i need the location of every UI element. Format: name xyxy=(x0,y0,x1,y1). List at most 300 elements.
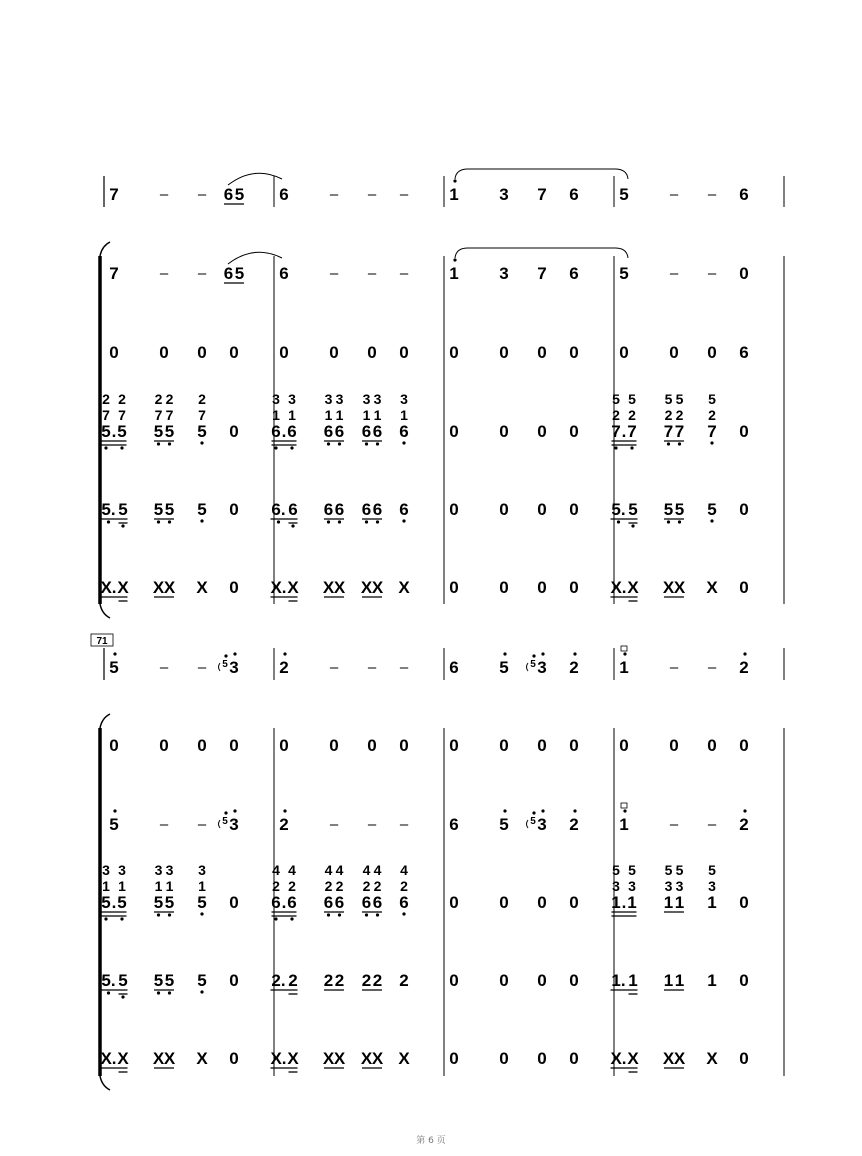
jianpu-note: X xyxy=(371,578,384,597)
octave-dot xyxy=(338,442,341,445)
jianpu-note: 6 xyxy=(279,264,289,283)
jianpu-note: 5 xyxy=(118,971,128,990)
chord-tone: 2 xyxy=(198,391,206,407)
octave-dot xyxy=(277,520,280,523)
jianpu-note: X xyxy=(371,1049,384,1068)
octave-dot xyxy=(327,520,330,523)
jianpu-note: X xyxy=(398,578,410,597)
jianpu-note: 0 xyxy=(739,893,749,912)
jianpu-note: 3 xyxy=(499,185,509,204)
jianpu-note: 1 xyxy=(611,893,621,912)
jianpu-note: 0 xyxy=(449,500,459,519)
jianpu-note: 0 xyxy=(197,343,207,362)
jianpu-note: 6 xyxy=(449,658,459,677)
octave-dot xyxy=(573,652,576,655)
dash-sustain: – xyxy=(329,659,339,676)
dash-sustain: – xyxy=(159,265,169,282)
chord-tone: 3 xyxy=(165,862,174,878)
grace-note: 5 xyxy=(222,659,228,670)
jianpu-note: 5 xyxy=(117,422,127,441)
jianpu-note: X xyxy=(163,1049,176,1068)
chord-tone: 3 xyxy=(612,878,620,894)
chord-tone: 2 xyxy=(102,391,110,407)
chord-tone: 4 xyxy=(400,862,408,878)
jianpu-note: 5 xyxy=(109,658,119,677)
jianpu-note: X xyxy=(360,578,373,597)
jianpu-note: 0 xyxy=(367,736,377,755)
jianpu-note: 1 xyxy=(674,893,685,912)
grace-note: 5 xyxy=(222,816,228,827)
jianpu-note: 0 xyxy=(499,971,509,990)
jianpu-note: 7 xyxy=(674,422,685,441)
octave-dot xyxy=(678,520,681,523)
jianpu-note: 0 xyxy=(449,893,459,912)
jianpu-note: 7 xyxy=(537,264,547,283)
jianpu-note: 5 xyxy=(234,264,245,283)
jianpu-note: 0 xyxy=(669,343,679,362)
jianpu-note: 5 xyxy=(153,500,164,519)
jianpu-note: 0 xyxy=(537,736,547,755)
chord-tone: 1 xyxy=(324,407,333,423)
chord-tone: 2 xyxy=(165,391,174,407)
dash-sustain: – xyxy=(669,186,679,203)
jianpu-note: 6 xyxy=(223,185,234,204)
jianpu-note: 6 xyxy=(361,893,372,912)
dash-sustain: – xyxy=(197,265,207,282)
octave-dot xyxy=(573,809,576,812)
jianpu-note: 0 xyxy=(229,893,239,912)
jianpu-note: 0 xyxy=(197,736,207,755)
jianpu-note: 0 xyxy=(229,343,239,362)
jianpu-note: 5. xyxy=(101,971,116,990)
octave-dot xyxy=(327,913,330,916)
jianpu-note: 5 xyxy=(707,500,717,519)
jianpu-note: 0 xyxy=(229,1049,239,1068)
jianpu-note: X. xyxy=(100,578,117,597)
jianpu-note: X xyxy=(706,578,718,597)
jianpu-note: 2 xyxy=(372,971,383,990)
jianpu-note: X xyxy=(673,578,686,597)
chord-tone: 3 xyxy=(335,391,344,407)
jianpu-note: 0 xyxy=(707,343,717,362)
jianpu-note: 6 xyxy=(323,893,334,912)
chord-tone: 4 xyxy=(362,862,371,878)
chord-tone: 5 xyxy=(664,862,673,878)
grace-slur xyxy=(219,820,221,828)
jianpu-note: 0 xyxy=(739,264,749,283)
jianpu-note: 0 xyxy=(159,736,169,755)
jianpu-note: 2 xyxy=(323,971,334,990)
jianpu-note: 0 xyxy=(329,736,339,755)
jianpu-note: X xyxy=(333,578,346,597)
jianpu-note: 5. xyxy=(101,500,116,519)
jianpu-note: 0 xyxy=(449,1049,459,1068)
chord-tone: 2 xyxy=(154,391,163,407)
chord-tone: 3 xyxy=(102,862,110,878)
jianpu-note: 0 xyxy=(537,422,547,441)
octave-dot xyxy=(365,442,368,445)
chord-tone: 3 xyxy=(198,862,206,878)
jianpu-note: 6 xyxy=(287,422,297,441)
jianpu-note: 0 xyxy=(569,343,579,362)
jianpu-note: 0 xyxy=(499,422,509,441)
octave-dot xyxy=(290,446,293,449)
jianpu-note: X xyxy=(322,578,335,597)
octave-dot xyxy=(402,441,405,444)
octave-dot xyxy=(107,991,110,994)
octave-dot xyxy=(541,809,544,812)
jianpu-note: 5 xyxy=(109,815,119,834)
jianpu-note: 5 xyxy=(619,264,629,283)
octave-dot xyxy=(120,917,123,920)
dash-sustain: – xyxy=(707,816,717,833)
jianpu-note: 5 xyxy=(153,893,164,912)
jianpu-note: 3 xyxy=(537,815,547,834)
octave-dot xyxy=(365,913,368,916)
chord-tone: 3 xyxy=(675,878,684,894)
jianpu-note: 0 xyxy=(499,1049,509,1068)
jianpu-note: 5 xyxy=(153,422,164,441)
chord-tone: 3 xyxy=(272,391,280,407)
octave-dot xyxy=(338,913,341,916)
dash-sustain: – xyxy=(399,186,409,203)
jianpu-note: 3 xyxy=(229,658,239,677)
jianpu-note: 5 xyxy=(663,500,674,519)
jianpu-note: 7 xyxy=(537,185,547,204)
jianpu-note: 0 xyxy=(569,893,579,912)
jianpu-note: 3 xyxy=(229,815,239,834)
chord-tone: 1 xyxy=(102,878,110,894)
jianpu-note: 0 xyxy=(229,500,239,519)
jianpu-note: X xyxy=(360,1049,373,1068)
octave-dot xyxy=(743,809,746,812)
jianpu-note: 0 xyxy=(229,971,239,990)
jianpu-note: 5 xyxy=(619,185,629,204)
jianpu-note: 0 xyxy=(399,736,409,755)
dash-sustain: – xyxy=(197,659,207,676)
octave-dot xyxy=(630,446,633,449)
octave-dot xyxy=(402,912,405,915)
octave-dot xyxy=(283,652,286,655)
jianpu-note: 0 xyxy=(739,422,749,441)
jianpu-note: X xyxy=(706,1049,718,1068)
jianpu-note: 5 xyxy=(153,971,164,990)
jianpu-note: 6 xyxy=(739,343,749,362)
octave-dot xyxy=(200,912,203,915)
jianpu-note: 7 xyxy=(627,422,637,441)
chord-tone: 4 xyxy=(272,862,280,878)
jianpu-note: X xyxy=(117,1049,129,1068)
octave-dot xyxy=(631,524,634,527)
jianpu-note: 2 xyxy=(739,658,749,677)
chord-tone: 1 xyxy=(154,878,163,894)
dash-sustain: – xyxy=(367,186,377,203)
jianpu-note: 0 xyxy=(537,578,547,597)
dash-sustain: – xyxy=(329,265,339,282)
grace-slur xyxy=(219,663,221,671)
dash-sustain: – xyxy=(707,186,717,203)
chord-tone: 2 xyxy=(272,878,280,894)
chord-tone: 1 xyxy=(165,878,174,894)
chord-tone: 7 xyxy=(165,407,174,423)
jianpu-note: 0 xyxy=(569,1049,579,1068)
chord-tone: 5 xyxy=(675,862,684,878)
dash-sustain: – xyxy=(707,659,717,676)
jianpu-note: 5 xyxy=(118,500,128,519)
jianpu-note: 7 xyxy=(707,422,717,441)
octave-dot xyxy=(104,446,107,449)
chord-tone: 5 xyxy=(612,862,620,878)
octave-dot xyxy=(541,652,544,655)
dash-sustain: – xyxy=(399,659,409,676)
chord-tone: 3 xyxy=(118,862,126,878)
jianpu-note: 5 xyxy=(499,815,509,834)
octave-dot xyxy=(233,652,236,655)
jianpu-note: 0 xyxy=(537,893,547,912)
octave-dot xyxy=(623,652,626,655)
grace-slur xyxy=(527,663,529,671)
jianpu-note: 7 xyxy=(109,264,119,283)
jianpu-note: 0 xyxy=(499,736,509,755)
chord-tone: 2 xyxy=(708,407,716,423)
jianpu-note: 6 xyxy=(569,264,579,283)
jianpu-note: X xyxy=(673,1049,686,1068)
octave-dot xyxy=(291,524,294,527)
jianpu-note: 5 xyxy=(499,658,509,677)
jianpu-note: 0 xyxy=(739,578,749,597)
octave-dot xyxy=(453,179,456,182)
jianpu-note: 6 xyxy=(399,500,409,519)
chord-tone: 1 xyxy=(400,407,408,423)
octave-dot xyxy=(224,654,227,657)
dot-mark: . xyxy=(281,893,287,912)
jianpu-note: 6 xyxy=(334,893,345,912)
dash-sustain: – xyxy=(159,659,169,676)
jianpu-note: 0 xyxy=(537,500,547,519)
octave-dot xyxy=(710,519,713,522)
octave-dot xyxy=(376,442,379,445)
grace-note: 5 xyxy=(530,659,536,670)
jianpu-note: X xyxy=(196,578,208,597)
jianpu-note: 0 xyxy=(537,343,547,362)
jianpu-note: 5 xyxy=(164,422,175,441)
jianpu-note: 1 xyxy=(707,971,717,990)
chord-tone: 5 xyxy=(708,391,716,407)
dash-sustain: – xyxy=(669,816,679,833)
octave-dot xyxy=(376,520,379,523)
jianpu-note: 1 xyxy=(707,893,717,912)
chord-tone: 2 xyxy=(288,878,296,894)
octave-dot xyxy=(327,442,330,445)
dot-mark: . xyxy=(621,893,627,912)
jianpu-note: 5 xyxy=(197,422,207,441)
octave-dot xyxy=(157,442,160,445)
dot-mark: . xyxy=(111,893,117,912)
octave-dot xyxy=(503,652,506,655)
jianpu-note: X xyxy=(627,578,639,597)
jianpu-note: 1 xyxy=(628,971,638,990)
octave-dot xyxy=(107,520,110,523)
jianpu-note: 0 xyxy=(449,971,459,990)
dash-sustain: – xyxy=(329,186,339,203)
jianpu-note: 2 xyxy=(279,658,289,677)
jianpu-note: 0 xyxy=(569,500,579,519)
octave-dot xyxy=(113,652,116,655)
jianpu-note: 0 xyxy=(367,343,377,362)
jianpu-note: 2 xyxy=(399,971,409,990)
jianpu-note: 0 xyxy=(499,893,509,912)
jianpu-note: X xyxy=(322,1049,335,1068)
jianpu-note: 0 xyxy=(229,422,239,441)
jianpu-note: X xyxy=(627,1049,639,1068)
chord-tone: 3 xyxy=(288,391,296,407)
chord-tone: 2 xyxy=(400,878,408,894)
jianpu-note: 6. xyxy=(271,500,286,519)
chord-tone: 3 xyxy=(708,878,716,894)
dash-sustain: – xyxy=(197,816,207,833)
octave-dot xyxy=(104,917,107,920)
jianpu-note: 0 xyxy=(739,1049,749,1068)
jianpu-note: 1 xyxy=(619,658,629,677)
jianpu-note: X xyxy=(163,578,176,597)
jianpu-note: 0 xyxy=(499,343,509,362)
chord-tone: 4 xyxy=(373,862,382,878)
octave-dot xyxy=(200,990,203,993)
phrase-slur xyxy=(455,169,628,179)
jianpu-note: 0 xyxy=(537,1049,547,1068)
dash-sustain: – xyxy=(367,816,377,833)
jianpu-note: 2 xyxy=(288,971,298,990)
jianpu-note: X xyxy=(662,578,675,597)
octave-dot xyxy=(678,442,681,445)
jianpu-note: 0 xyxy=(279,736,289,755)
jianpu-note: 1 xyxy=(449,264,459,283)
jianpu-note: 5 xyxy=(674,500,685,519)
octave-dot xyxy=(157,913,160,916)
chord-tone: 4 xyxy=(288,862,296,878)
page-footer: 第 6 页 xyxy=(416,1136,446,1146)
octave-dot xyxy=(376,913,379,916)
chord-tone: 3 xyxy=(324,391,333,407)
dash-sustain: – xyxy=(159,816,169,833)
chord-tone: 2 xyxy=(118,391,126,407)
jianpu-note: 0 xyxy=(449,422,459,441)
jianpu-note: 1 xyxy=(619,815,629,834)
jianpu-note: 0 xyxy=(229,736,239,755)
jianpu-note: 0 xyxy=(739,971,749,990)
chord-tone: 5 xyxy=(628,391,636,407)
jianpu-note: 6 xyxy=(271,422,281,441)
octave-dot xyxy=(503,809,506,812)
jianpu-note: 1 xyxy=(674,971,685,990)
dash-sustain: – xyxy=(399,265,409,282)
octave-dot xyxy=(233,809,236,812)
chord-tone: 2 xyxy=(664,407,673,423)
octave-dot xyxy=(532,811,535,814)
dash-sustain: – xyxy=(367,265,377,282)
jianpu-note: 0 xyxy=(109,736,119,755)
jianpu-note: 0 xyxy=(707,736,717,755)
chord-tone: 7 xyxy=(198,407,206,423)
chord-tone: 1 xyxy=(288,407,296,423)
chord-tone: 2 xyxy=(628,407,636,423)
jianpu-note: 0 xyxy=(159,343,169,362)
chord-tone: 2 xyxy=(324,878,333,894)
jianpu-note: 5 xyxy=(197,500,207,519)
chord-tone: 7 xyxy=(118,407,126,423)
dash-sustain: – xyxy=(367,659,377,676)
jianpu-note: 6 xyxy=(739,185,749,204)
jianpu-note: 0 xyxy=(449,736,459,755)
chord-tone: 3 xyxy=(373,391,382,407)
chord-tone: 1 xyxy=(118,878,126,894)
jianpu-note: 6 xyxy=(323,500,334,519)
jianpu-note: 0 xyxy=(499,500,509,519)
octave-dot xyxy=(402,519,405,522)
octave-dot xyxy=(121,995,124,998)
jianpu-note: X xyxy=(287,578,299,597)
jianpu-note: X xyxy=(398,1049,410,1068)
jianpu-note: 6 xyxy=(334,422,345,441)
chord-tone: 5 xyxy=(708,862,716,878)
jianpu-note: 6 xyxy=(279,185,289,204)
dot-mark: . xyxy=(621,422,627,441)
chord-tone: 2 xyxy=(612,407,620,423)
jianpu-note: X xyxy=(152,1049,165,1068)
octave-dot xyxy=(157,991,160,994)
chord-tone: 4 xyxy=(324,862,333,878)
octave-dot xyxy=(743,652,746,655)
octave-dot xyxy=(667,520,670,523)
jianpu-note: 0 xyxy=(279,343,289,362)
octave-dot xyxy=(157,520,160,523)
octave-dot xyxy=(532,654,535,657)
jianpu-note: 0 xyxy=(449,343,459,362)
octave-dot xyxy=(614,446,617,449)
octave-dot xyxy=(168,520,171,523)
chord-tone: 7 xyxy=(154,407,163,423)
jianpu-note: 5 xyxy=(101,422,111,441)
jianpu-note: 6 xyxy=(361,500,372,519)
octave-dot xyxy=(667,442,670,445)
jianpu-note: X. xyxy=(270,1049,287,1068)
chord-tone: 3 xyxy=(628,878,636,894)
jianpu-note: 2. xyxy=(271,971,286,990)
jianpu-note: 0 xyxy=(449,578,459,597)
jianpu-note: 5 xyxy=(101,893,111,912)
dash-sustain: – xyxy=(329,816,339,833)
jianpu-note: X. xyxy=(270,578,287,597)
jianpu-note: 0 xyxy=(537,971,547,990)
jianpu-note: 5 xyxy=(628,500,638,519)
jianpu-note: X xyxy=(152,578,165,597)
octave-dot xyxy=(168,913,171,916)
jianpu-note: 5 xyxy=(234,185,245,204)
jianpu-note: 0 xyxy=(329,343,339,362)
jianpu-note: 5 xyxy=(197,893,207,912)
jianpu-note: 0 xyxy=(739,736,749,755)
phrase-slur xyxy=(455,248,628,258)
jianpu-note: 0 xyxy=(619,343,629,362)
bracket-hook xyxy=(100,242,110,256)
octave-dot xyxy=(617,520,620,523)
jianpu-note: X. xyxy=(100,1049,117,1068)
dash-sustain: – xyxy=(669,659,679,676)
chord-tone: 5 xyxy=(664,391,673,407)
jianpu-note: 7 xyxy=(109,185,119,204)
jianpu-note: 6 xyxy=(372,422,383,441)
jianpu-note: 6 xyxy=(361,422,372,441)
